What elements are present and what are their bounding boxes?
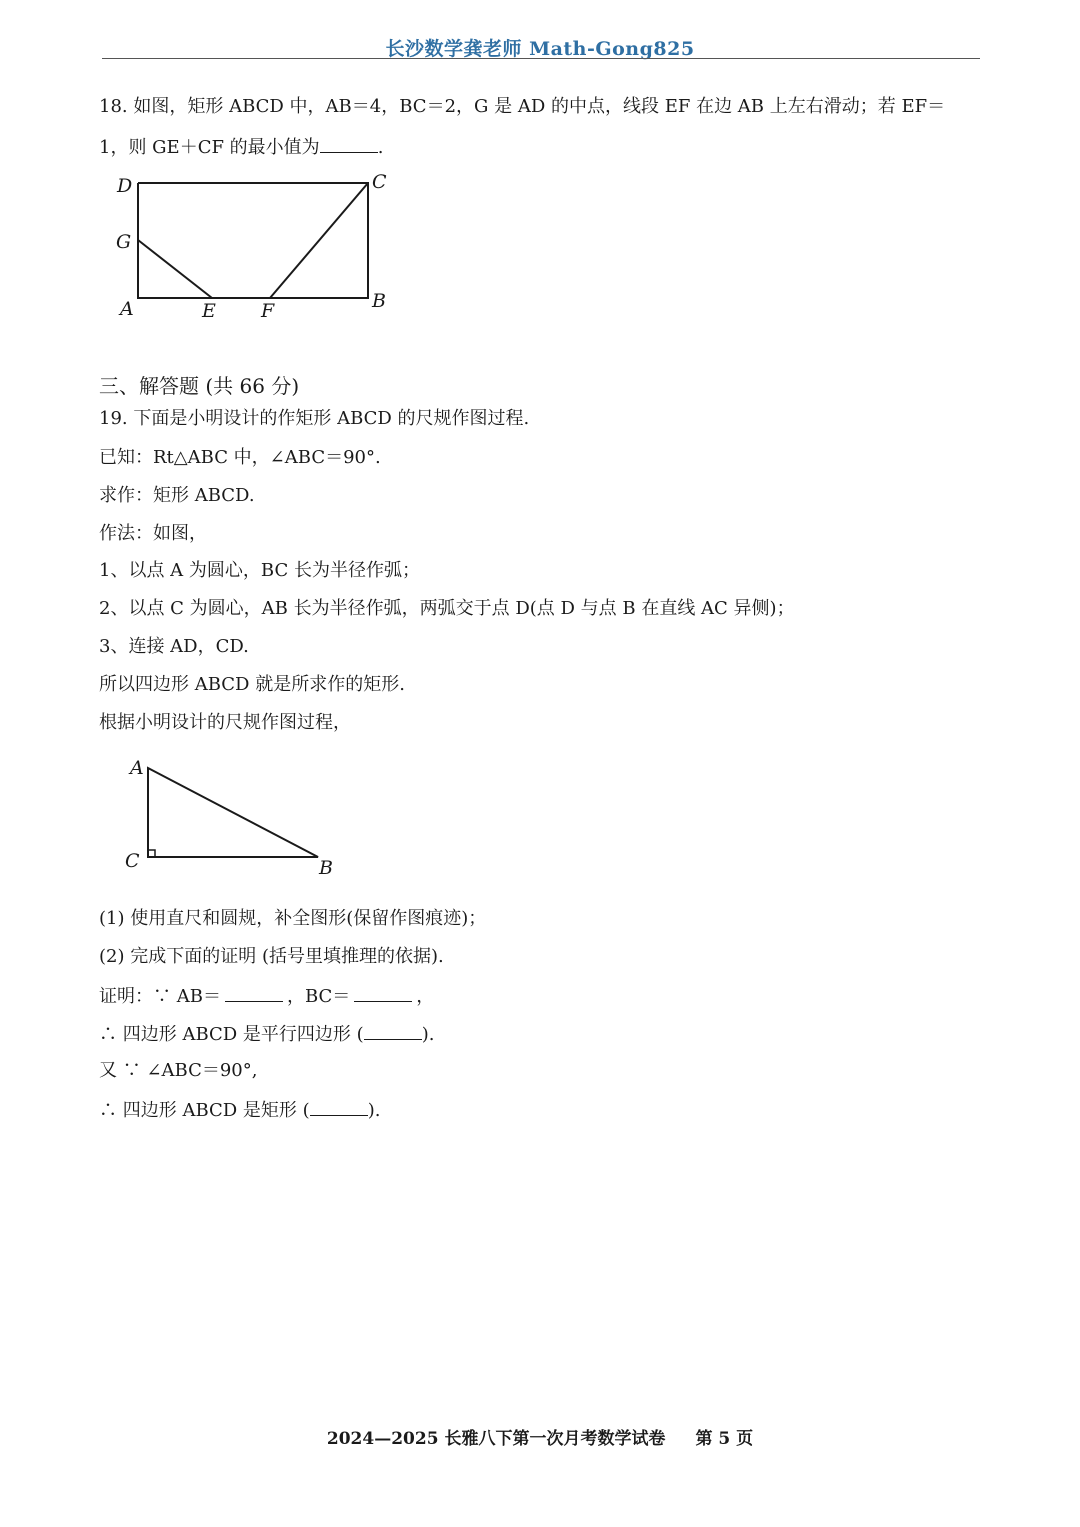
proof-parallelogram-end: ). — [421, 1024, 435, 1045]
section-heading: 三、解答题 (共 66 分) — [99, 374, 300, 398]
proof-parallelogram-text: ∴ 四边形 ABCD 是平行四边形 ( — [99, 1024, 364, 1045]
q19-conclusion: 所以四边形 ABCD 就是所求作的矩形. — [99, 674, 405, 695]
q19-part2: (2) 完成下面的证明 (括号里填推理的依据). — [99, 946, 444, 967]
q18-line1: 18. 如图，矩形 ABCD 中，AB＝4，BC＝2，G 是 AD 的中点，线段 EF 在边 AB 上左右滑动；若 EF＝ — [99, 96, 946, 117]
q18-line2-end: . — [377, 137, 384, 158]
q19-method: 作法：如图， — [99, 523, 207, 544]
proof-rectangle-end: ). — [367, 1100, 381, 1121]
q19-given: 已知：Rt△ABC 中，∠ABC＝90°. — [99, 447, 381, 468]
triangle-abc — [148, 768, 318, 857]
proof-text-ab: 证明：∵ AB＝ — [99, 986, 221, 1007]
q19-proof-line1 — [99, 983, 434, 1009]
q19-part1: (1) 使用直尺和圆规，补全图形(保留作图痕迹)； — [99, 908, 487, 929]
q19-triangle-figure — [118, 752, 348, 882]
label-a: A — [120, 298, 134, 320]
page-header-title: 长沙数学龚老师 Math-Gong825 — [385, 38, 695, 60]
q18-line2-text: 1，则 GE＋CF 的最小值为 — [99, 137, 320, 158]
right-angle-mark — [148, 850, 155, 857]
page-footer — [0, 1424, 1080, 1449]
q19-proof-line3: 又 ∵ ∠ABC＝90°, — [99, 1060, 258, 1081]
label-b: B — [372, 290, 386, 312]
rectangle-abcd — [138, 183, 368, 298]
label-c: C — [372, 171, 387, 193]
q19-based-on: 根据小明设计的尺规作图过程， — [99, 712, 351, 733]
q19-step1: 1、以点 A 为圆心，BC 长为半径作弧； — [99, 560, 420, 581]
proof-text-bc: ，BC＝ — [286, 986, 351, 1007]
label-e: E — [202, 300, 216, 322]
proof-blank-reason1[interactable] — [364, 1021, 422, 1040]
q19-proof-line4 — [99, 1097, 380, 1123]
q19-construct: 求作：矩形 ABCD. — [99, 485, 255, 506]
proof-blank-ab[interactable] — [225, 983, 283, 1002]
q18-line2 — [99, 134, 383, 160]
footer-exam-title: 2024—2025 长雅八下第一次月考数学试卷 — [326, 1429, 666, 1449]
q18-answer-blank[interactable] — [320, 134, 378, 153]
label-g: G — [116, 231, 132, 253]
label-f: F — [261, 300, 275, 322]
footer-page-number: 第 5 页 — [695, 1429, 754, 1449]
q18-rectangle-figure — [110, 168, 400, 328]
proof-text-end: ， — [416, 986, 435, 1007]
label-c: C — [125, 850, 140, 872]
label-a: A — [130, 757, 144, 779]
q19-proof-line2 — [99, 1021, 434, 1047]
proof-rectangle-text: ∴ 四边形 ABCD 是矩形 ( — [99, 1100, 310, 1121]
label-d: D — [117, 175, 133, 197]
segment-ge — [138, 240, 212, 298]
q19-step2: 2、以点 C 为圆心，AB 长为半径作弧，两弧交于点 D(点 D 与点 B 在直线 AC 异侧)； — [99, 598, 795, 619]
header-divider — [102, 58, 980, 59]
label-b: B — [319, 857, 333, 879]
segment-cf — [270, 183, 368, 298]
proof-blank-bc[interactable] — [354, 983, 412, 1002]
q19-intro: 19. 下面是小明设计的作矩形 ABCD 的尺规作图过程. — [99, 408, 530, 429]
q19-step3: 3、连接 AD，CD. — [99, 636, 249, 657]
proof-blank-reason2[interactable] — [310, 1097, 368, 1116]
